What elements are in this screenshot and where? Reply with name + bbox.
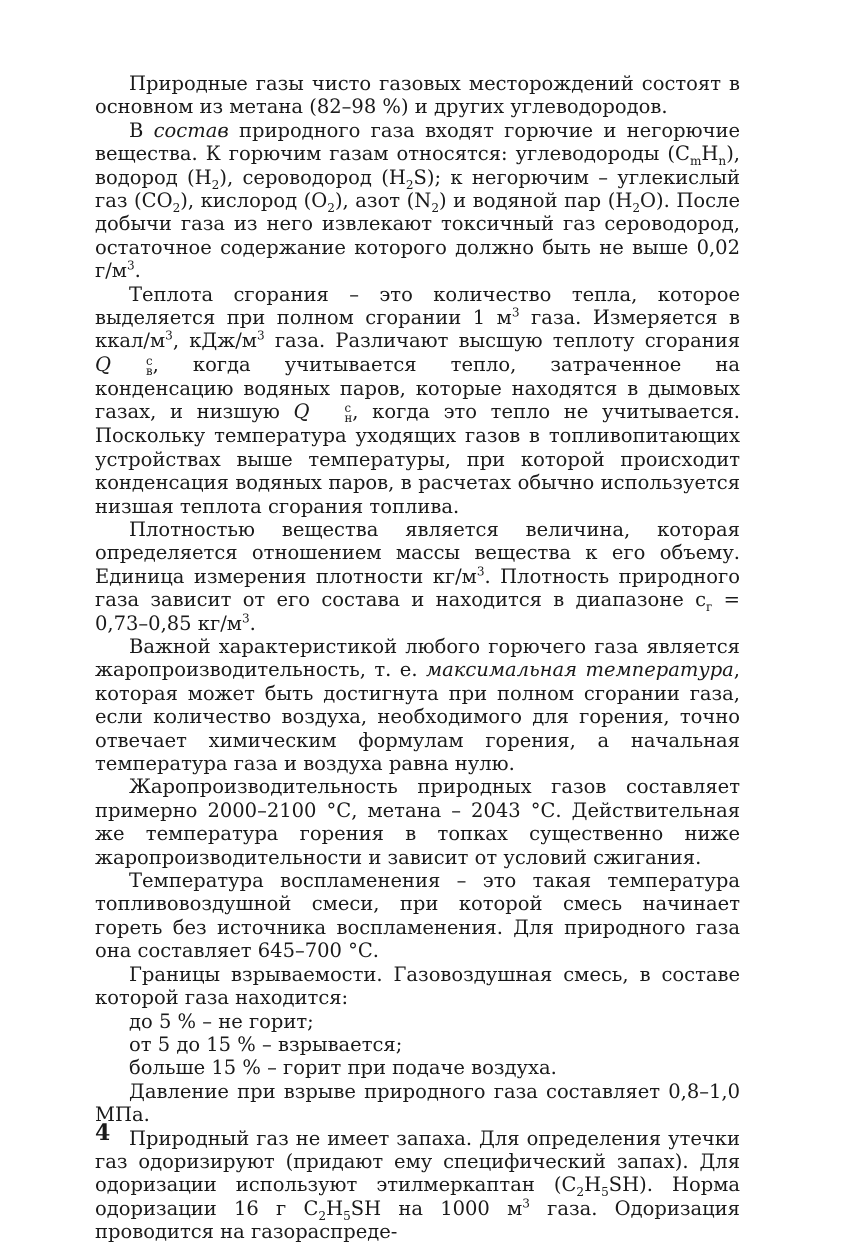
paragraph: Теплота сгорания – это количество тепла, которое выделяется при полном сгорании 1 $м^3$ газа. Измеряется в ккал/$м^3$, кДж/$м^3$ газа. Различают высшую теплоту сгорания Q с в , когда учитывается тепло, затраченное на конденсацию водяных паров, которые находятся в дымовых газах, и низшую Q с н , когда это тепло не учитывается. Поскольку температура уходящих газов в топливопитающих устройствах выше температуры, при которой происходит конденсация водяных паров, в расчетах обычно используется низшая теплота сгорания топлива. <box>95 282 740 518</box>
paragraph: Температура воспламенения – это такая температура топливовоздушной смеси, при которой смесь начинает гореть без источника воспламенения. Для природного газа она составляет 645–700 °С. <box>95 869 740 963</box>
paragraph: Давление при взрыве природного газа составляет 0,8–1,0 МПа. <box>95 1079 740 1127</box>
paragraph: Плотностью вещества является величина, которая определяется отношением массы вещества к его объему. Единица измерения плотности $кг/м^3$. Плотность природного газа зависит от его состава и находится в диапазоне $c_г = 0,73-0,85$ $кг/м^3$. <box>95 517 741 635</box>
heat-symbol: Q с н <box>293 400 353 426</box>
page-number: 4 <box>95 1120 111 1146</box>
list-item: от 5 до 15 % – взрывается; <box>129 1032 403 1056</box>
paragraph: Важной характеристикой любого горючего газа является жаропроизводительность, т. е. максимальная температура, которая может быть достигнута при полном сгорании газа, если количество воздуха, необходимого для горения, точно отвечает химическим формулам горения, а начальная температура газа и воздуха равна нулю. <box>95 635 740 776</box>
paragraph: В состав природного газа входят горючие и негорючие вещества. К горючим газам относятся: углеводороды $(C_mH_n)$, водород $(H_2)$, сероводород $(H_2S)$; к негорючим – углекислый газ $(CO_2)$, кислород $(O_2)$, азот $(N_2)$ и водяной пар $(H_2O)$. После добычи газа из него извлекают токсичный газ сероводород, остаточное содержание которого должно быть не выше 0,02 $г/м^3$. <box>95 118 740 283</box>
list-item: больше 15 % – горит при подаче воздуха. <box>129 1056 557 1080</box>
body-text <box>95 72 740 1244</box>
heat-symbol: Q с в <box>95 352 153 378</box>
paragraph: Природные газы чисто газовых месторождений состоят в основном из метана (82–98 %) и других углеводородов. <box>95 72 740 119</box>
list-item: до 5 % – не горит; <box>129 1009 314 1033</box>
paragraph: Границы взрываемости. Газовоздушная смесь, в составе которой газа находится: <box>95 962 740 1010</box>
paragraph: Природный газ не имеет запаха. Для определения утечки газ одоризируют (придают ему специфический запах). Для одоризации используют этилмеркаптан $(C_2H_5SH)$. Норма одоризации 16 г $C_2H_5SH$ на 1000 $м^3$ газа. Одоризация проводится на газораспреде- <box>95 1126 741 1244</box>
paragraph: Жаропроизводительность природных газов составляет примерно 2000–2100 °С, метана – 2043 °С. Действительная же температура горения в топках существенно ниже жаропроизводительности и зависит от условий сжигания. <box>95 775 740 869</box>
